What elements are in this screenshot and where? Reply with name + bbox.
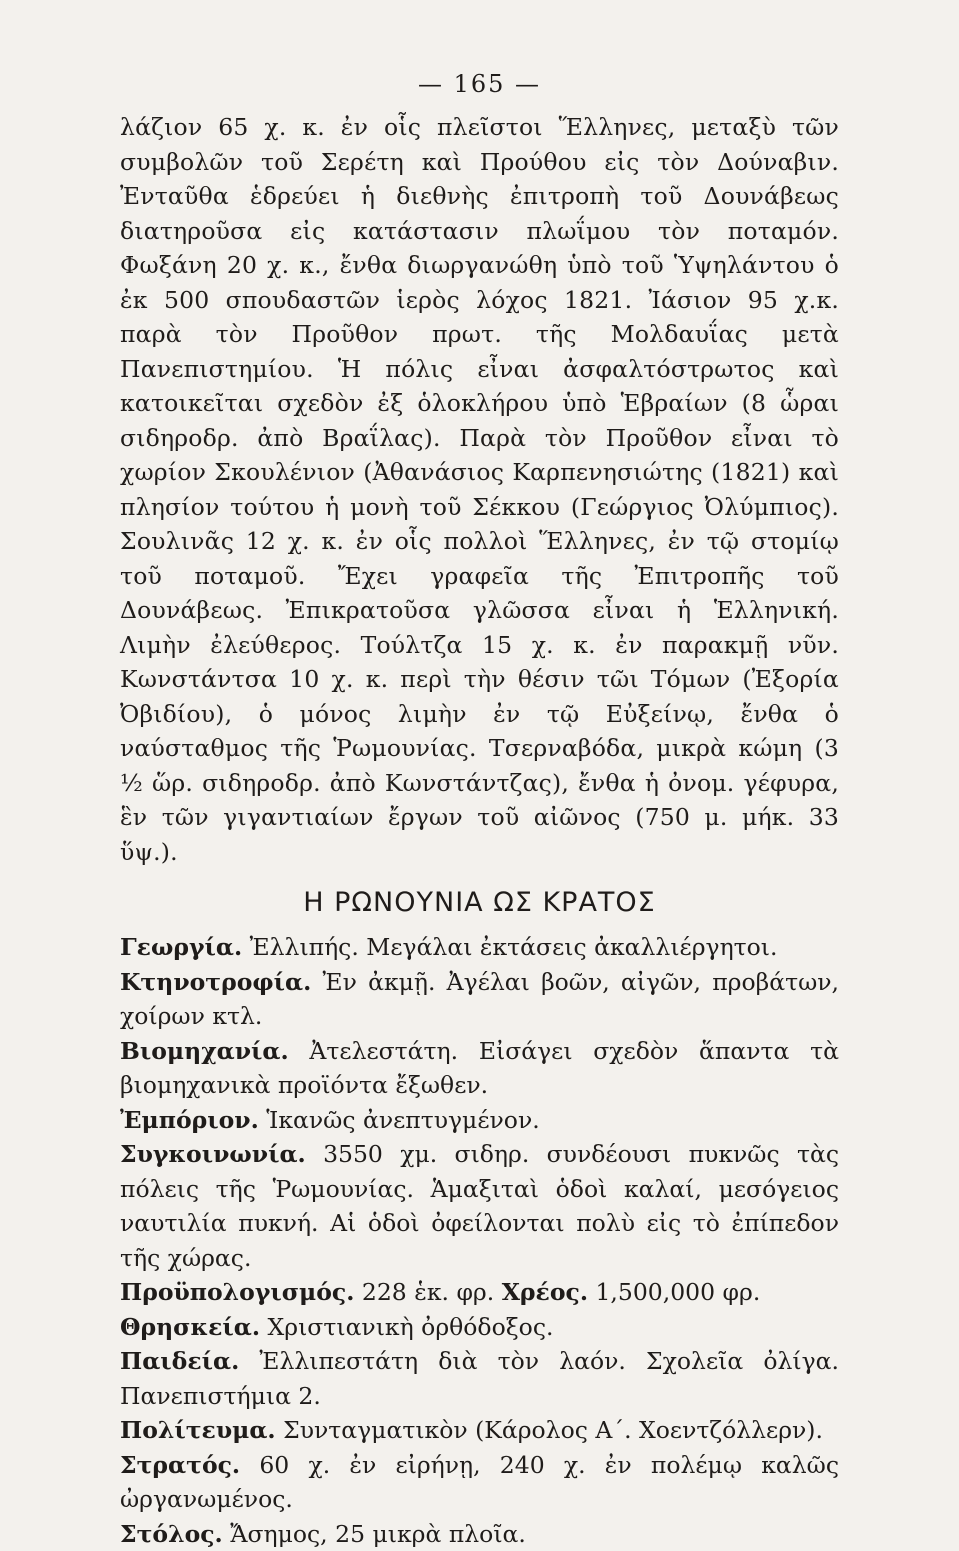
entry-label: Στόλος. [120, 1520, 223, 1548]
entry-text-secondary: 1,500,000 φρ. [595, 1278, 760, 1306]
entry-text: Ἐλλιπεστάτη διὰ τὸν λαόν. Σχολεῖα ὀλίγα. Πανεπιστήμια 2. [120, 1347, 839, 1410]
entry-ktinotrofia [120, 965, 839, 1034]
entry-thriskeia [120, 1310, 839, 1345]
intro-paragraph: λάζιον 65 χ. κ. ἐν οἷς πλεῖστοι Ἕλληνες, μεταξὺ τῶν συμβολῶν τοῦ Σερέτη καὶ Προύθου εἰς τὸν Δούναβιν. Ἐνταῦθα ἑδρεύει ἡ διεθνὴς ἐπιτροπὴ τοῦ Δουνάβεως διατηροῦσα εἰς κατάστασιν πλωΐμου τὸν ποταμόν. Φωξάνη 20 χ. κ., ἔνθα διωργανώθη ὑπὸ τοῦ Ὑψηλάντου ὁ ἐκ 500 σπουδαστῶν ἱερὸς λόχος 1821. Ἰάσιον 95 χ.κ. παρὰ τὸν Προῦθον πρωτ. τῆς Μολδαυΐας μετὰ Πανεπιστημίου. Ἡ πόλις εἶναι ἀσφαλτόστρωτος καὶ κατοικεῖται σχεδὸν ἐξ ὁλοκλήρου ὑπὸ Ἑβραίων (8 ὧραι σιδηροδρ. ἀπὸ Βραΐλας). Παρὰ τὸν Προῦθον εἶναι τὸ χωρίον Σκουλένιον (Ἀθανάσιος Καρπενησιώτης (1821) καὶ πλησίον τούτου ἡ μονὴ τοῦ Σέκκου (Γεώργιος Ὀλύμπιος). Σουλινᾶς 12 χ. κ. ἐν οἷς πολλοὶ Ἕλληνες, ἐν τῷ στομίῳ τοῦ ποταμοῦ. Ἔχει γραφεῖα τῆς Ἐπιτροπῆς τοῦ Δουνάβεως. Ἐπικρατοῦσα γλῶσσα εἶναι ἡ Ἑλληνική. Λιμὴν ἐλεύθερος. Τούλτζα 15 χ. κ. ἐν παρακμῇ νῦν. Κωνστάντσα 10 χ. κ. περὶ τὴν θέσιν τῶι Τόμων (Ἐξορία Ὀβιδίου), ὁ μόνος λιμὴν ἐν τῷ Εὐξείνῳ, ἔνθα ὁ ναύσταθμος τῆς Ῥωμουνίας. Τσερναβόδα, μικρὰ κώμη (3 ½ ὥρ. σιδηροδρ. ἀπὸ Κωνστάντζας), ἔνθα ἡ ὀνομ. γέφυρα, ἓν τῶν γιγαντιαίων ἔργων τοῦ αἰῶνος (750 μ. μήκ. 33 ὕψ.). [120, 110, 839, 869]
entry-list [120, 930, 839, 1551]
entry-text: Ἀτελεστάτη. Εἰσάγει σχεδὸν ἅπαντα τὰ βιομηχανικὰ προϊόντα ἔξωθεν. [120, 1037, 839, 1100]
entry-sygkoinonia [120, 1137, 839, 1275]
entry-proypologismos [120, 1275, 839, 1310]
entry-text: Ἱκανῶς ἀνεπτυγμένον. [266, 1106, 539, 1134]
entry-text: 3550 χμ. σιδηρ. συνδέουσι πυκνῶς τὰς πόλεις τῆς Ῥωμουνίας. Ἁμαξιταὶ ὁδοὶ καλαί, μεσόγειος ναυτιλία πυκνή. Αἱ ὁδοὶ ὀφείλονται πολὺ εἰς τὸ ἐπίπεδον τῆς χώρας. [120, 1140, 839, 1272]
entry-label: Στρατός. [120, 1451, 240, 1479]
entry-paideia [120, 1344, 839, 1413]
entry-label: Ἐμπόριον. [120, 1106, 259, 1134]
entry-text: Ἐλλιπής. Μεγάλαι ἐκτάσεις ἀκαλλιέργητοι. [250, 933, 778, 961]
entry-emporion [120, 1103, 839, 1138]
entry-text: Ἐν ἀκμῇ. Ἀγέλαι βοῶν, αἰγῶν, προβάτων, χοίρων κτλ. [120, 968, 839, 1031]
page-number: — 165 — [120, 70, 839, 98]
entry-label: Προϋπολογισμός. [120, 1278, 354, 1306]
entry-text: Ἄσημος, 25 μικρὰ πλοῖα. [230, 1520, 526, 1548]
entry-viomichania [120, 1034, 839, 1103]
entry-label: Γεωργία. [120, 933, 242, 961]
entry-label-secondary: Χρέος. [502, 1278, 588, 1306]
entry-georgia [120, 930, 839, 965]
section-heading: Η ΡΩΝΟΥΝΙΑ ΩΣ ΚΡΑΤΟΣ [120, 887, 839, 918]
entry-label: Συγκοινωνία. [120, 1140, 306, 1168]
entry-text: 60 χ. ἐν εἰρήνῃ, 240 χ. ἐν πολέμῳ καλῶς ὠργανωμένος. [120, 1451, 839, 1514]
entry-label: Πολίτευμα. [120, 1416, 276, 1444]
entry-stolos [120, 1517, 839, 1551]
entry-politevma [120, 1413, 839, 1448]
entry-label: Βιομηχανία. [120, 1037, 289, 1065]
entry-text: Συνταγματικὸν (Κάρολος Α΄. Χοεντζόλλερν). [283, 1416, 823, 1444]
entry-text: Χριστιανικὴ ὀρθόδοξος. [268, 1313, 554, 1341]
entry-label: Θρησκεία. [120, 1313, 260, 1341]
entry-text: 228 ἑκ. φρ. [362, 1278, 494, 1306]
entry-label: Παιδεία. [120, 1347, 239, 1375]
entry-stratos [120, 1448, 839, 1517]
entry-label: Κτηνοτροφία. [120, 968, 311, 996]
